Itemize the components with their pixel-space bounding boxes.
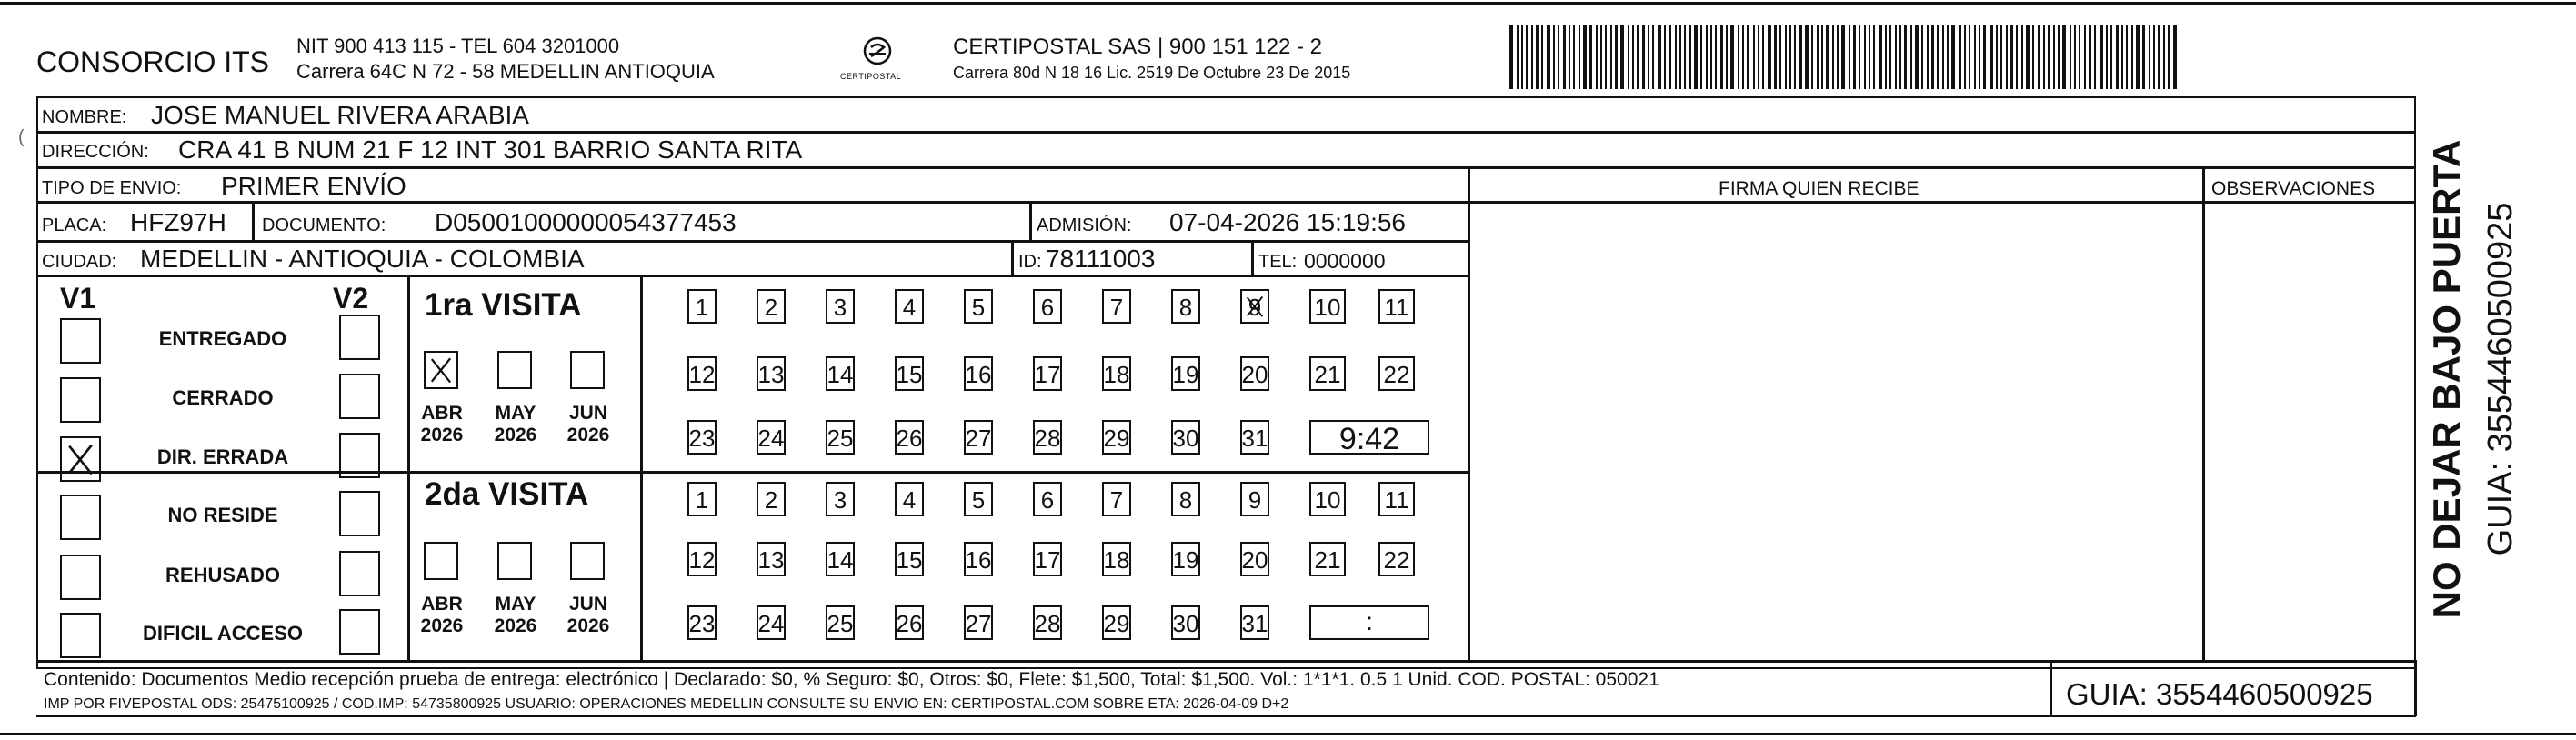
day-box[interactable]: 25 <box>826 605 855 640</box>
year-label: 2026 <box>420 615 464 636</box>
tel-value: 0000000 <box>1304 249 1386 273</box>
row-line <box>36 240 1469 243</box>
v1-label: V1 <box>60 282 96 315</box>
day-box[interactable]: 30 <box>1171 605 1200 640</box>
day-box[interactable]: 13 <box>757 356 786 391</box>
month-label: MAY <box>495 403 536 424</box>
day-box[interactable]: 1 <box>687 289 717 324</box>
day-box[interactable]: 16 <box>964 356 993 391</box>
day-box[interactable]: 9 <box>1240 482 1269 516</box>
year-label: 2026 <box>494 615 537 636</box>
company-address: Carrera 64C N 72 - 58 MEDELLIN ANTIOQUIA <box>296 60 715 83</box>
month-label: MAY <box>495 594 536 615</box>
day-box[interactable]: 21 <box>1309 356 1346 391</box>
courier-name: CERTIPOSTAL SAS | 900 151 122 - 2 <box>953 35 1322 59</box>
day-box[interactable]: 27 <box>964 605 993 640</box>
admision-value: 07-04-2026 15:19:56 <box>1169 208 1406 236</box>
ciudad-value: MEDELLIN - ANTIOQUIA - COLOMBIA <box>140 245 585 273</box>
logo-text: CERTIPOSTAL <box>840 72 902 81</box>
row-line <box>1468 201 2416 204</box>
month-label: ABR <box>421 403 463 424</box>
certipostal-logo <box>837 33 918 85</box>
day-box[interactable]: 15 <box>895 542 924 576</box>
v2-checkbox[interactable] <box>339 491 380 536</box>
documento-value: D05001000000054377453 <box>435 208 737 236</box>
day-box[interactable]: 15 <box>895 356 924 391</box>
day-box[interactable]: 21 <box>1309 542 1346 576</box>
row-line <box>36 131 2416 134</box>
admision-label: ADMISIÓN: <box>1037 215 1132 235</box>
day-box[interactable]: 30 <box>1171 420 1200 455</box>
day-box[interactable]: 23 <box>687 420 717 455</box>
company-nit: NIT 900 413 115 - TEL 604 3201000 <box>296 35 620 57</box>
day-box[interactable]: 26 <box>895 605 924 640</box>
day-box[interactable]: 20 <box>1240 542 1269 576</box>
day-box[interactable]: 13 <box>757 542 786 576</box>
day-box[interactable]: 14 <box>826 356 855 391</box>
v1-checkbox[interactable] <box>60 495 101 540</box>
day-box[interactable]: 29 <box>1102 605 1131 640</box>
year-label: 2026 <box>494 425 537 445</box>
day-box[interactable]: 19 <box>1171 542 1200 576</box>
footer-guia: GUIA: 3554460500925 <box>2066 677 2373 711</box>
barcode <box>1506 25 2179 89</box>
top-border <box>0 2 2576 5</box>
status-option-label: CERRADO <box>172 386 274 409</box>
day-box[interactable]: 28 <box>1033 420 1062 455</box>
tipo-envio-value: PRIMER ENVÍO <box>221 172 406 200</box>
col-line <box>2202 166 2205 662</box>
day-box[interactable]: 18 <box>1102 356 1131 391</box>
day-box[interactable]: 26 <box>895 420 924 455</box>
day-box[interactable]: 8 <box>1171 289 1200 324</box>
col-line <box>1029 201 1032 240</box>
day-box[interactable]: 3 <box>826 482 855 516</box>
id-label: ID: <box>1018 252 1042 272</box>
day-box[interactable]: 7 <box>1102 482 1131 516</box>
time-box[interactable]: : <box>1309 605 1429 640</box>
day-box[interactable]: 6 <box>1033 289 1062 324</box>
day-box[interactable]: 27 <box>964 420 993 455</box>
day-box[interactable]: 9 <box>1240 289 1269 324</box>
side-guia: GUIA: 3554460500925 <box>2481 202 2520 556</box>
day-box[interactable]: 3 <box>826 289 855 324</box>
day-box[interactable]: 23 <box>687 605 717 640</box>
day-box[interactable]: 17 <box>1033 542 1062 576</box>
first-visit-title: 1ra VISITA <box>425 287 582 323</box>
day-box[interactable]: 31 <box>1240 420 1269 455</box>
col-line <box>1468 166 1470 662</box>
v2-label: V2 <box>333 282 369 315</box>
day-box[interactable]: 10 <box>1309 482 1346 516</box>
day-box[interactable]: 11 <box>1378 289 1415 324</box>
day-box[interactable]: 29 <box>1102 420 1131 455</box>
day-box[interactable]: 5 <box>964 289 993 324</box>
direccion-value: CRA 41 B NUM 21 F 12 INT 301 BARRIO SANTA RITA <box>178 135 803 164</box>
month-checkbox[interactable] <box>424 542 458 580</box>
tipo-envio-label: TIPO DE ENVIO: <box>42 178 182 198</box>
month-checkbox[interactable] <box>497 542 532 580</box>
documento-label: DOCUMENTO: <box>262 215 386 235</box>
day-box[interactable]: 17 <box>1033 356 1062 391</box>
status-option-label: DIR. ERRADA <box>156 445 289 468</box>
day-box[interactable]: 4 <box>895 289 924 324</box>
col-line <box>2414 660 2417 716</box>
day-box[interactable]: 28 <box>1033 605 1062 640</box>
row-line <box>36 471 1469 474</box>
col-line <box>1011 240 1014 275</box>
status-option-label: NO RESIDE <box>167 504 278 526</box>
nombre-label: NOMBRE: <box>42 107 127 127</box>
day-box[interactable]: 1 <box>687 482 717 516</box>
day-box[interactable]: 5 <box>964 482 993 516</box>
day-box[interactable]: 10 <box>1309 289 1346 324</box>
v1-checkbox[interactable] <box>60 436 101 482</box>
status-option-label: REHUSADO <box>165 564 280 586</box>
day-box[interactable]: 18 <box>1102 542 1131 576</box>
status-option-label: DIFICIL ACCESO <box>142 622 303 645</box>
month-checkbox[interactable] <box>570 351 605 389</box>
id-value: 78111003 <box>1046 245 1156 273</box>
day-box[interactable]: 4 <box>895 482 924 516</box>
col-line <box>2050 660 2052 715</box>
col-line <box>1251 240 1254 275</box>
year-label: 2026 <box>566 425 610 445</box>
day-box[interactable]: 24 <box>757 420 786 455</box>
firma-label: FIRMA QUIEN RECIBE <box>1719 178 1919 199</box>
col-line <box>252 201 255 240</box>
month-label: ABR <box>421 594 463 615</box>
row-line <box>36 275 1469 277</box>
day-box[interactable]: 25 <box>826 420 855 455</box>
footer-imp: IMP POR FIVEPOSTAL ODS: 25475100925 / COD.IMP: 54735800925 USUARIO: OPERACIONES MEDELLIN CONSULTE SU ENVIO EN: CERTIPOSTAL.COM SOBRE ETA: 2026-04-09 D+2 <box>44 696 1289 712</box>
day-box[interactable]: 2 <box>757 482 786 516</box>
day-box[interactable]: 20 <box>1240 356 1269 391</box>
day-box[interactable]: 2 <box>757 289 786 324</box>
day-box[interactable]: 12 <box>687 542 717 576</box>
placa-label: PLACA: <box>42 215 107 235</box>
footer-contenido: Contenido: Documentos Medio recepción prueba de entrega: electrónico | Declarado: $0, % Seguro: $0, Otros: $0, Flete: $1,500, Total: $1,500. Vol.: 1*1*1. 0.5 1 Unid. COD. POSTAL: 050021 <box>44 669 1659 690</box>
v1-checkbox[interactable] <box>60 613 101 658</box>
day-box[interactable]: 22 <box>1378 542 1415 576</box>
nombre-value: JOSE MANUEL RIVERA ARABIA <box>151 101 529 129</box>
v1-checkbox[interactable] <box>60 555 101 600</box>
v2-checkbox[interactable] <box>339 315 380 360</box>
month-checkbox[interactable] <box>424 351 458 389</box>
day-box[interactable]: 6 <box>1033 482 1062 516</box>
second-visit-title: 2da VISITA <box>425 476 589 512</box>
v2-checkbox[interactable] <box>339 551 380 596</box>
day-box[interactable]: 7 <box>1102 289 1131 324</box>
tel-label: TEL: <box>1258 252 1298 272</box>
no-dejar-warning: NO DEJAR BAJO PUERTA <box>2425 139 2468 619</box>
day-box[interactable]: 11 <box>1378 482 1415 516</box>
month-label: JUN <box>568 594 607 615</box>
day-box[interactable]: 16 <box>964 542 993 576</box>
day-box[interactable]: 24 <box>757 605 786 640</box>
placa-value: HFZ97H <box>130 208 226 236</box>
company-name: CONSORCIO ITS <box>36 45 270 78</box>
year-label: 2026 <box>566 615 610 636</box>
day-box[interactable]: 14 <box>826 542 855 576</box>
month-checkbox[interactable] <box>570 542 605 580</box>
v2-checkbox[interactable] <box>339 374 380 419</box>
col-line <box>407 275 410 662</box>
v2-checkbox[interactable] <box>339 609 380 655</box>
year-label: 2026 <box>420 425 464 445</box>
day-box[interactable]: 31 <box>1240 605 1269 640</box>
month-checkbox[interactable] <box>497 351 532 389</box>
v2-checkbox[interactable] <box>339 433 380 478</box>
courier-address: Carrera 80d N 18 16 Lic. 2519 De Octubre 23 De 2015 <box>953 64 1351 82</box>
col-line <box>640 275 643 662</box>
observaciones-label: OBSERVACIONES <box>2211 178 2376 199</box>
direccion-label: DIRECCIÓN: <box>42 142 149 162</box>
day-box[interactable]: 22 <box>1378 356 1415 391</box>
margin-mark: ( <box>18 127 25 147</box>
row-line <box>36 715 2416 717</box>
ciudad-label: CIUDAD: <box>42 252 117 272</box>
v1-checkbox[interactable] <box>60 377 101 423</box>
row-line <box>36 660 2416 663</box>
month-label: JUN <box>568 403 607 424</box>
status-option-label: ENTREGADO <box>158 327 287 350</box>
day-box[interactable]: 12 <box>687 356 717 391</box>
v1-checkbox[interactable] <box>60 318 101 364</box>
bottom-border <box>0 733 2576 735</box>
day-box[interactable]: 19 <box>1171 356 1200 391</box>
time-box[interactable]: 9:42 <box>1309 420 1429 455</box>
day-box[interactable]: 8 <box>1171 482 1200 516</box>
row-line <box>36 166 2416 169</box>
